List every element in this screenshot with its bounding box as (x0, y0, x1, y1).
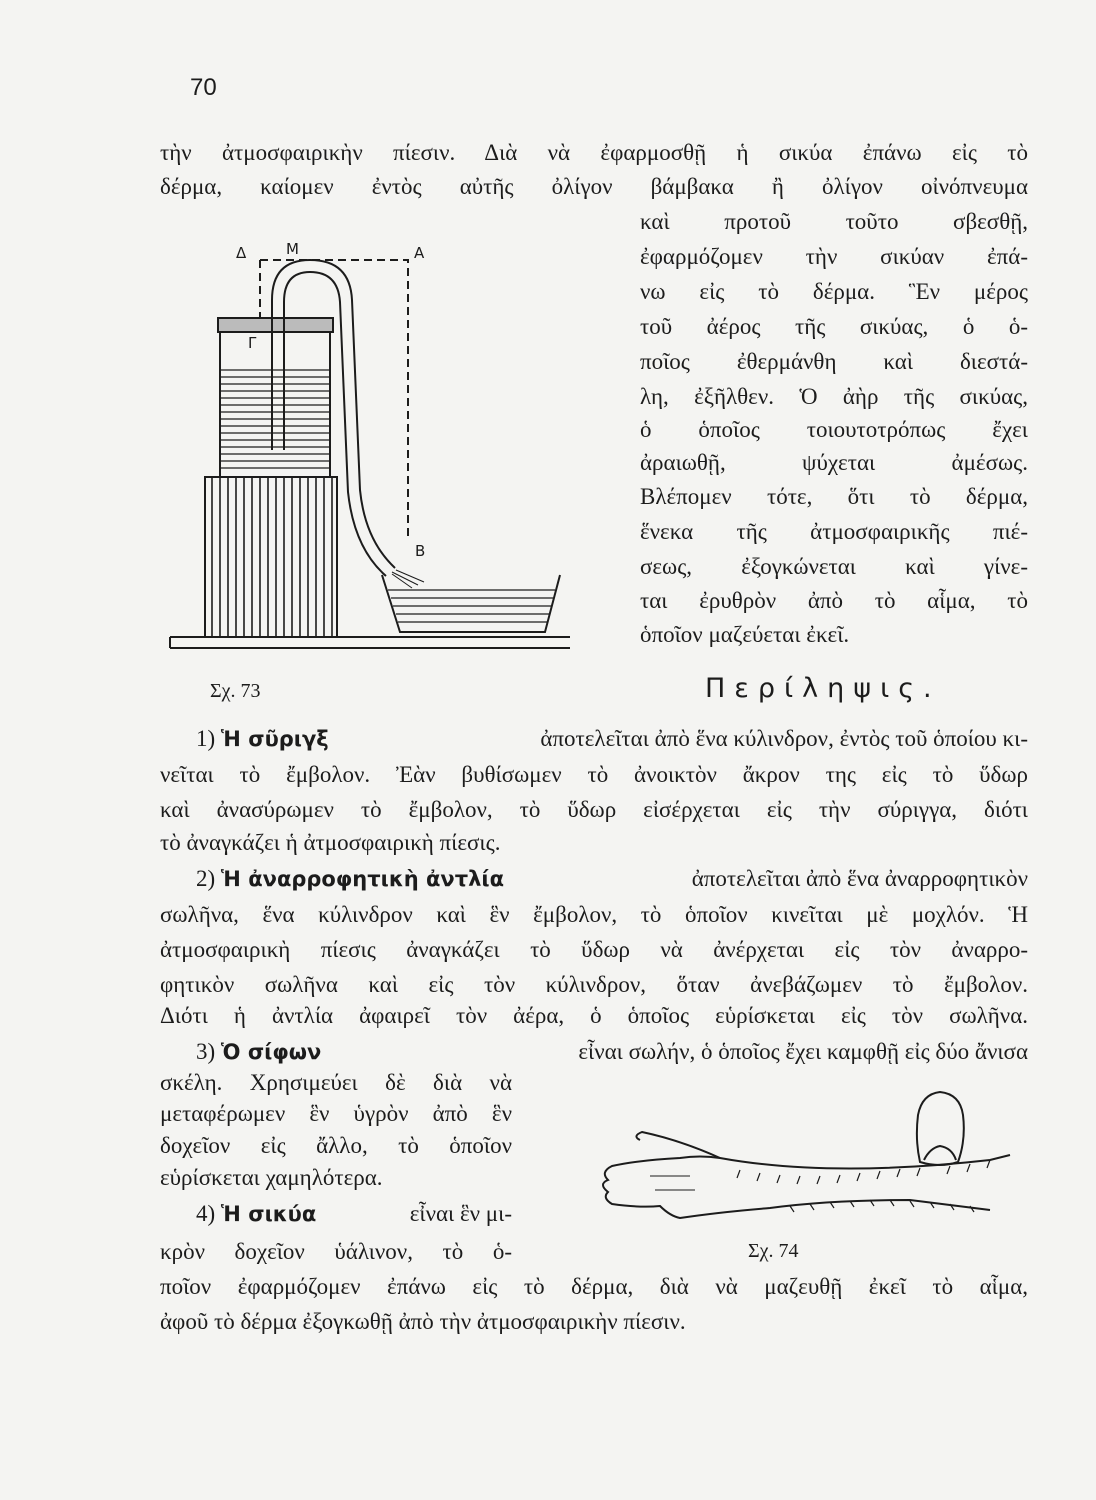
text-line: ἕνεκα τῆς ἀτμοσφαιρικῆς πιέ- (640, 519, 1028, 544)
text-line: ται ἐρυθρὸν ἀπὸ τὸ αἷμα, τὸ (640, 588, 1028, 613)
text-line: τὸ ἀναγκάζει ἡ ἀτμοσφαιρικὴ πίεσις. (160, 830, 501, 855)
page-number: 70 (190, 74, 217, 101)
text-line: τὴν ἀτμοσφαιρικὴν πίεσιν. Διὰ νὰ ἐφαρμοσθῇ ἡ σικύα ἐπάνω εἰς τὸ (160, 140, 1028, 165)
text-line: ἀφοῦ τὸ δέρμα ἐξογκωθῇ ἀπὸ τὴν ἀτμοσφαιρικὴν πίεσιν. (160, 1309, 686, 1334)
item-number: 4) (196, 1201, 216, 1226)
label-mu: Μ (286, 240, 299, 258)
text-line: ἀποτελεῖται ἀπὸ ἕνα κύλινδρον, ἐντὸς τοῦ ὁποίου κι- (540, 726, 1028, 751)
text-line: ἀποτελεῖται ἀπὸ ἕνα ἀναρροφητικὸν (691, 866, 1028, 891)
figure-74-arm-cupping-diagram (570, 1080, 1030, 1230)
text-line: καὶ προτοῦ τοῦτο σβεσθῇ, (640, 209, 1028, 234)
label-beta: Β (415, 542, 426, 560)
text-line: νω εἰς τὸ δέρμα. Ἓν μέρος (640, 279, 1028, 304)
list-item-4-first-line (196, 1199, 512, 1229)
figure-73-caption: Σχ. 73 (210, 680, 261, 702)
item-term: Ὁ σίφων (220, 1040, 322, 1064)
figure-73-siphon-diagram (160, 240, 580, 660)
text-line: Βλέπομεν τότε, ὅτι τὸ δέρμα, (640, 484, 1028, 509)
text-line: νεῖται τὸ ἔμβολον. Ἐὰν βυθίσωμεν τὸ ἀνοικτὸν ἄκρον της εἰς τὸ ὕδωρ (160, 762, 1028, 787)
item-term: Ἡ ἀναρροφητικὴ ἀντλία (220, 867, 505, 891)
text-line: Διότι ἡ ἀντλία ἀφαιρεῖ τὸν ἀέρα, ὁ ὁποῖος εὑρίσκεται εἰς τὸν σωλῆνα. (160, 1003, 1028, 1028)
item-term: Ἡ σικύα (220, 1202, 317, 1226)
figure-74-caption: Σχ. 74 (748, 1240, 799, 1262)
list-item-1-first-line (196, 724, 1028, 754)
text-line: εἶναι ἓν μι- (409, 1201, 512, 1226)
label-gamma: Γ (248, 334, 257, 352)
text-line: κρὸν δοχεῖον ὑάλινον, τὸ ὁ- (160, 1239, 512, 1264)
text-line: ποῖον ἐφαρμόζομεν ἐπάνω εἰς τὸ δέρμα, διὰ νὰ μαζευθῇ ἐκεῖ τὸ αἷμα, (160, 1274, 1028, 1299)
text-line: ποῖος ἐθερμάνθη καὶ διεστά- (640, 349, 1028, 374)
text-line: εὑρίσκεται χαμηλότερα. (160, 1165, 383, 1190)
text-line: φητικὸν σωλῆνα καὶ εἰς τὸν κύλινδρον, ὅταν ἀνεβάζωμεν τὸ ἔμβολον. (160, 972, 1028, 997)
label-delta: Δ (236, 244, 247, 262)
text-line: μεταφέρωμεν ἓν ὑγρὸν ἀπὸ ἓν (160, 1101, 512, 1126)
text-line: σωλῆνα, ἕνα κύλινδρον καὶ ἓν ἔμβολον, τὸ ὁποῖον κινεῖται μὲ μοχλόν. Ἡ (160, 902, 1028, 927)
item-number: 1) (196, 726, 216, 751)
text-line: εἶναι σωλήν, ὁ ὁποῖος ἔχει καμφθῇ εἰς δύο ἄνισα (578, 1039, 1028, 1064)
text-line: σεως, ἐξογκώνεται καὶ γίνε- (640, 554, 1028, 579)
text-line: ἀραιωθῇ, ψύχεται ἀμέσως. (640, 450, 1028, 475)
text-line: ὁ ὁποῖος τοιουτοτρόπως ἔχει (640, 417, 1028, 442)
item-number: 2) (196, 866, 216, 891)
text-line: ἀτμοσφαιρικὴ πίεσις ἀναγκάζει τὸ ὕδωρ νὰ ἀνέρχεται εἰς τὸν ἀναρρο- (160, 937, 1028, 962)
summary-heading: Περίληψις. (705, 673, 941, 704)
text-line: δοχεῖον εἰς ἄλλο, τὸ ὁποῖον (160, 1133, 512, 1158)
item-term: Ἡ σῦριγξ (220, 727, 329, 751)
text-line: σκέλη. Χρησιμεύει δὲ διὰ νὰ (160, 1070, 512, 1095)
list-item-2-first-line (196, 864, 1028, 894)
text-line: ὁποῖον μαζεύεται ἐκεῖ. (640, 622, 850, 647)
list-item-3-first-line (196, 1037, 1028, 1067)
text-line: ἐφαρμόζομεν τὴν σικύαν ἐπά- (640, 244, 1028, 269)
text-line: δέρμα, καίομεν ἐντὸς αὐτῆς ὀλίγον βάμβακα ἢ ὀλίγον οἰνόπνευμα (160, 174, 1028, 199)
text-line: τοῦ ἀέρος τῆς σικύας, ὁ ὁ- (640, 314, 1028, 339)
item-number: 3) (196, 1039, 216, 1064)
text-line: καὶ ἀνασύρωμεν τὸ ἔμβολον, τὸ ὕδωρ εἰσέρχεται εἰς τὴν σύριγγα, διότι (160, 797, 1028, 822)
label-alpha: Α (414, 244, 425, 262)
text-line: λη, ἐξῆλθεν. Ὁ ἀὴρ τῆς σικύας, (640, 384, 1028, 409)
